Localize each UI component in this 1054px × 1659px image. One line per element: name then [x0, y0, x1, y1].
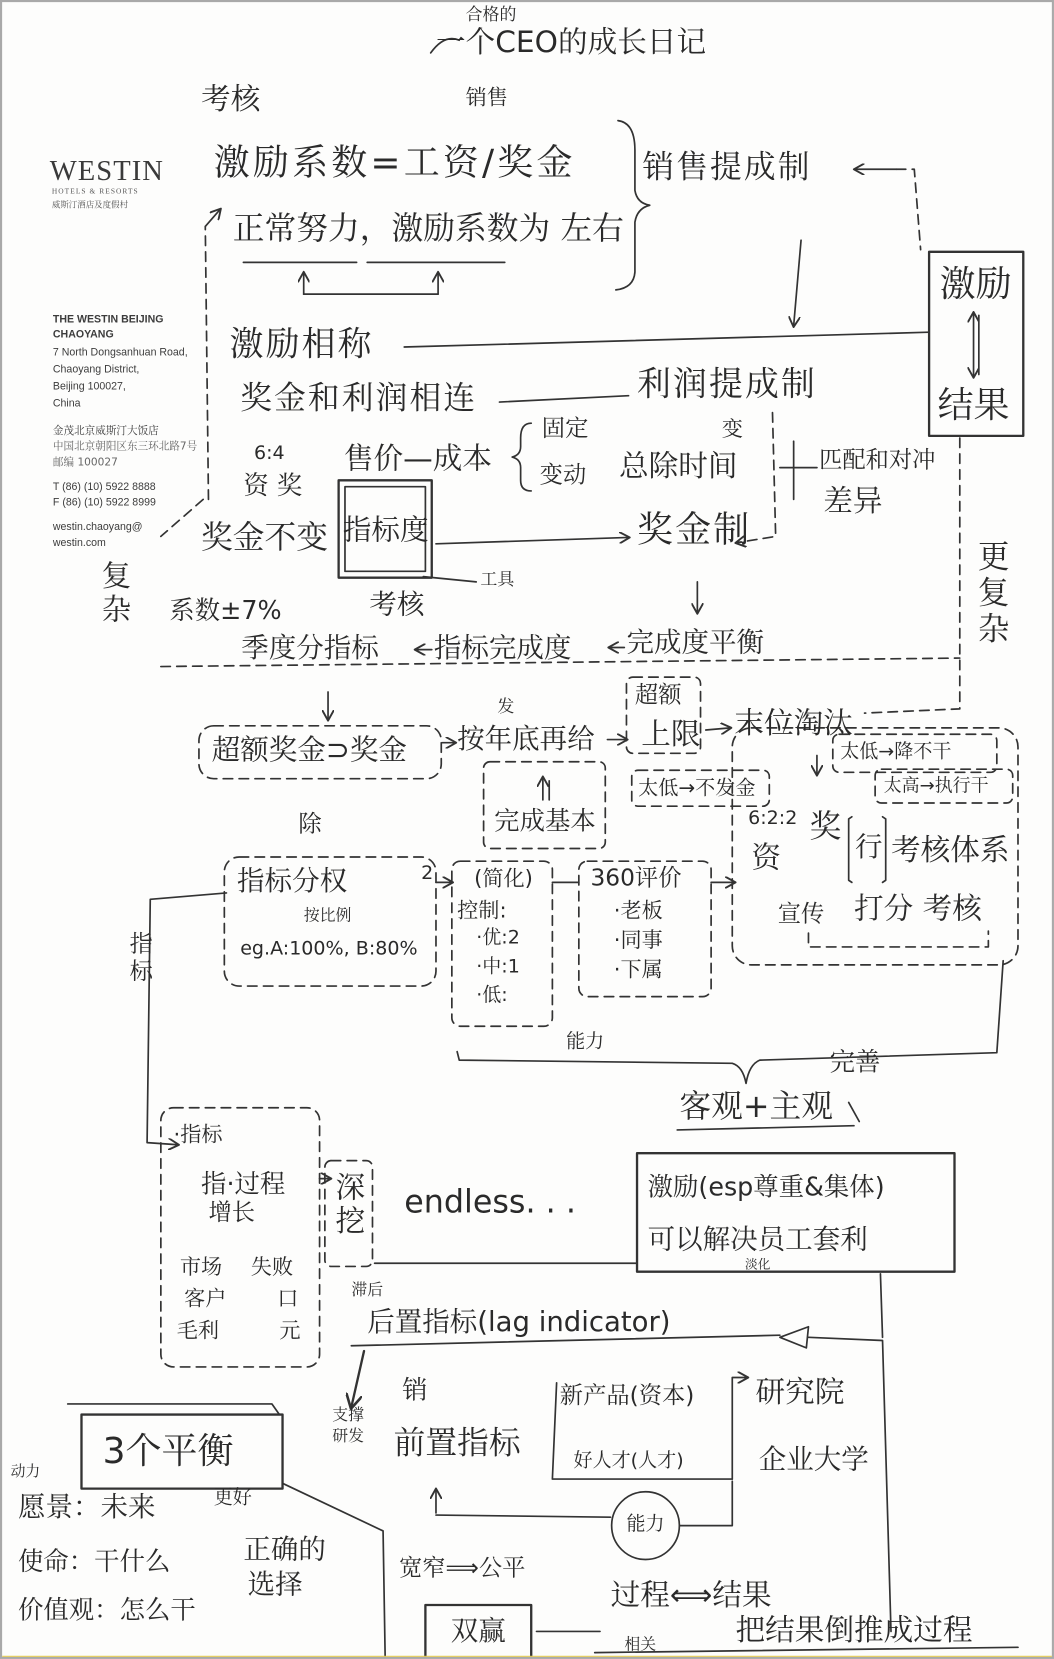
indicator-box-label: 指标度: [342, 514, 429, 547]
bonus-note: 奖: [809, 808, 842, 846]
number-2: 2: [421, 862, 434, 885]
hotel-name-line-2: CHAOYANG: [52, 329, 114, 341]
ability-to-bracket-line: [679, 1481, 732, 1525]
variable-cost: 变动: [539, 462, 587, 489]
drill-fail: 失败: [250, 1253, 294, 1280]
too-low-1: 太低→不发金: [638, 776, 756, 800]
indicator-completion: 指标完成度: [433, 632, 572, 665]
coefficient-note: 系数±7%: [169, 595, 282, 626]
incentive-formula: 激励系数=工资/奖金: [213, 141, 576, 185]
values: 价值观：怎么干: [17, 1595, 196, 1626]
paper-edge-strip: [2, 1656, 1054, 1659]
reverse-underline: [595, 1647, 1018, 1652]
win-win: 双赢: [450, 1615, 506, 1648]
assess-tool: 考核: [369, 589, 425, 622]
assess-bottom-bracket: [808, 931, 988, 947]
solve-arbitrage: 可以解决员工套利: [647, 1224, 868, 1256]
ability-brace: [457, 956, 1003, 1084]
westin-logo-subtitle: HOTELS & RESORTS: [51, 187, 139, 196]
sales-commission: 销售提成制: [642, 149, 812, 187]
sales-bracket: [616, 121, 650, 290]
drill-yuan: 元: [279, 1317, 301, 1343]
grade-low: ·低:: [476, 983, 508, 1007]
incentive-match-line: [404, 332, 929, 347]
right-dashed-vertical: [865, 438, 960, 713]
right-choice-1: 正确的: [243, 1534, 326, 1566]
lead-right-vertical: [732, 1378, 747, 1480]
tool-note: 工具: [480, 569, 515, 590]
example-note: eg.A:100%, B:80%: [240, 937, 418, 960]
email-line-2: westin.com: [52, 537, 106, 550]
mission: 使命：干什么: [17, 1546, 171, 1577]
pay-bonus: 资 奖: [243, 470, 303, 501]
hotel-name-line-1: THE WESTIN BEIJING: [52, 314, 164, 326]
publicize: 宣传: [777, 901, 825, 928]
process-result: 过程⟺结果: [610, 1577, 772, 1613]
eval-peers: ·同事: [613, 926, 663, 953]
objective-underline: [677, 1126, 854, 1130]
normal-effort: 正常努力，激励系数为 左右: [232, 210, 624, 248]
motive-note: 动力: [10, 1463, 41, 1481]
title-insert: 合格的: [465, 4, 517, 25]
lead-bottom-line: [436, 1515, 611, 1517]
weaken-note: 淡化: [744, 1256, 771, 1272]
drill-growth: 增长: [208, 1199, 256, 1227]
postcode-cn: 邮编 100027: [52, 457, 118, 469]
indicator-weight: 指标分权: [237, 865, 348, 898]
lag-to-lead-arrow: [351, 1351, 364, 1407]
hotel-name-cn: 金茂北京威斯汀大饭店: [52, 425, 159, 437]
exclude-note: 除: [298, 811, 322, 838]
left-top-arrow: [205, 209, 220, 226]
grade-mid: ·中:1: [476, 955, 520, 978]
balance-top-line: [68, 1404, 280, 1415]
grade-good: ·优:2: [476, 926, 520, 950]
address-cn: 中国北京朝阳区东三环北路7号: [52, 441, 198, 453]
incentive-esop: 激励(esp尊重&集体): [647, 1172, 885, 1202]
ability-note: 能力: [566, 1030, 605, 1053]
more-complex-note: 更复杂: [971, 539, 1009, 648]
rd-note: 研发: [332, 1426, 365, 1446]
page-title: 一个CEO的成长日记: [435, 24, 707, 60]
eval-subordinates: ·下属: [613, 956, 663, 982]
completion-balance: 完成度平衡: [626, 627, 765, 660]
sales-lead-note: 销: [402, 1375, 428, 1406]
quarter-indicators: 季度分指标: [241, 632, 379, 665]
control-note: 控制:: [457, 897, 507, 923]
incentive-match: 激励相称: [229, 323, 374, 364]
lag-indicator: 后置指标(lag indicator): [367, 1306, 671, 1339]
profit-commission: 利润提成制: [637, 363, 817, 405]
box-incentive: 激励: [939, 263, 1012, 306]
excess-bonus: 超额奖金⊃奖金: [211, 734, 408, 768]
related-note: 相关: [624, 1634, 657, 1654]
address-line-1: 7 North Dongsanhuan Road,: [52, 347, 188, 359]
address-line-3: Beijing 100027,: [52, 380, 126, 393]
score-assess: 打分 考核: [853, 890, 982, 926]
drill-mouth: 口: [277, 1285, 299, 1311]
bonus-fixed: 奖金不变: [201, 519, 329, 557]
conduct-bracket-left: [849, 817, 852, 883]
support-note: 支撑: [332, 1405, 365, 1425]
indicator-side: 指标: [125, 931, 153, 987]
deep-dig: 深挖: [331, 1171, 367, 1239]
drill-title: ·指标: [173, 1121, 223, 1147]
year-end: 按年底再给: [457, 723, 595, 756]
complex-note: 复杂: [97, 559, 133, 628]
address-line-4: China: [52, 397, 81, 410]
bonus-system: 奖金制: [637, 508, 752, 552]
issue-note: 发: [497, 696, 515, 717]
price-cost: 售价—成本: [343, 441, 493, 477]
elimination-arrow: [706, 728, 730, 730]
excess-note: 超额: [634, 682, 682, 709]
westin-logo-cn: 威斯汀酒店及度假村: [51, 199, 129, 210]
institute: 研究院: [755, 1374, 845, 1410]
lag-small: 滞后: [351, 1280, 384, 1300]
elimination: 末位淘汰: [734, 705, 853, 741]
fax: F (86) (10) 5922 8999: [52, 497, 156, 509]
reverse-result-to-process: 把结果倒推成过程: [735, 1612, 973, 1648]
upper-limit: 上限: [641, 716, 701, 752]
left-dashed-vertical: [205, 226, 208, 499]
ratio-64: 6:4: [253, 442, 285, 465]
perfect-tick: [849, 1102, 860, 1121]
fixed-cost: 固定: [541, 415, 589, 443]
simplified-note: (简化): [474, 865, 533, 891]
sales-top: 销售: [465, 84, 508, 111]
cost-brace: [512, 423, 531, 491]
objective-subjective: 客观+主观: [679, 1088, 833, 1126]
left-diagonal-dashed: [161, 499, 203, 536]
right-choice-2: 选择: [247, 1569, 303, 1601]
assess-system: 考核体系: [891, 832, 1010, 868]
by-ratio: 按比例: [303, 905, 352, 925]
conduct-note: 行: [855, 831, 883, 864]
telephone: T (86) (10) 5922 8888: [52, 481, 156, 494]
vision: 愿景：未来: [17, 1491, 156, 1524]
bonus-profit-line: [499, 396, 628, 402]
drill-margin: 毛利: [176, 1317, 220, 1343]
tool-line: [423, 577, 476, 582]
fixed-bonus-to-bonus-system: [436, 537, 629, 543]
change-note: 变: [721, 415, 743, 442]
ability-circle-label: 能力: [626, 1512, 665, 1536]
better-note: 更好: [213, 1486, 252, 1509]
wide-fair: 宽窄⟹公平: [398, 1555, 526, 1582]
bonus-profit: 奖金和利润相连: [240, 379, 478, 417]
three-balance: 3个平衡: [102, 1430, 234, 1473]
lead-indicator: 前置指标: [393, 1425, 521, 1463]
talent: 好人才(人才): [573, 1449, 684, 1472]
address-line-2: Chaoyang District,: [52, 363, 140, 376]
difference: 差异: [823, 483, 883, 519]
drill-process: 指·过程: [201, 1169, 286, 1199]
eval-360: 360评价: [590, 865, 682, 892]
new-product: 新产品(资本): [559, 1382, 695, 1410]
drill-market: 市场: [179, 1253, 223, 1280]
too-low-2: 太低→降不干: [840, 740, 952, 763]
total-time: 总除时间: [619, 448, 738, 484]
perfect-note: 完善: [829, 1047, 881, 1078]
corporate-university: 企业大学: [758, 1444, 869, 1476]
drill-customer: 客户: [184, 1285, 227, 1311]
eval-boss: ·老板: [613, 897, 663, 923]
match-hedge: 匹配和对冲: [819, 447, 936, 474]
box-result: 结果: [937, 384, 1010, 427]
ratio-622: 6:2:2: [748, 807, 798, 830]
pay-note: 资: [751, 840, 781, 875]
lag-triangle-arrow: [780, 1327, 809, 1348]
sales-to-box-dashed: [896, 169, 920, 249]
endless-note: endless. . .: [404, 1183, 576, 1221]
conduct-bracket-right: [883, 817, 886, 883]
assess-top: 考核: [201, 81, 261, 117]
down-arrow-to-match: [794, 240, 801, 326]
too-high: 太高→执行干: [883, 775, 989, 797]
basic-complete: 完成基本: [494, 806, 596, 836]
esop-down-line: [880, 1274, 882, 1337]
email-line-1: westin.chaoyang@: [52, 521, 143, 534]
westin-logo: WESTIN: [49, 154, 165, 187]
